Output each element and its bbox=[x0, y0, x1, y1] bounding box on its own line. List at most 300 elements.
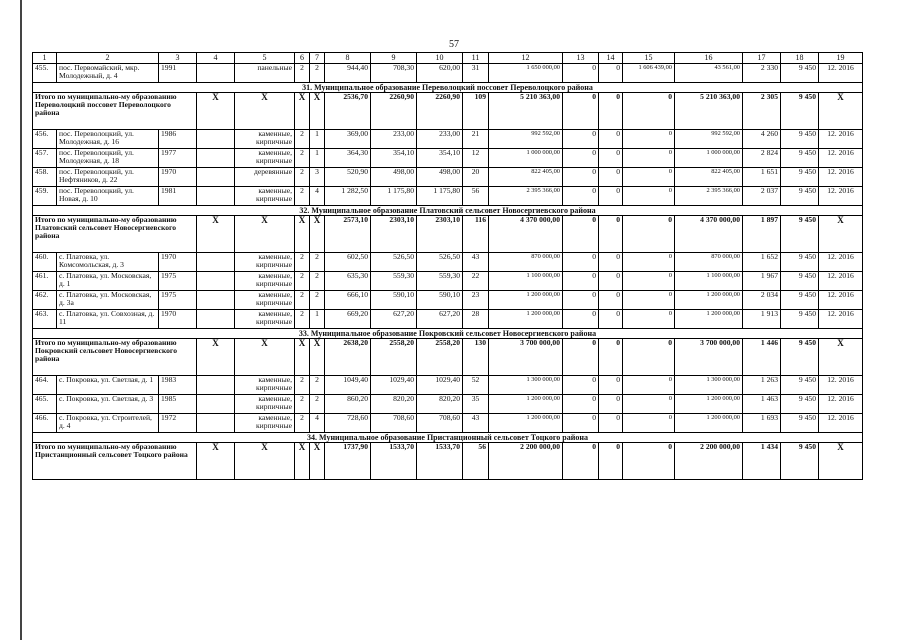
column-number: 11 bbox=[463, 53, 489, 64]
value-cell: 1985 bbox=[159, 395, 197, 414]
value-cell: 0 bbox=[623, 395, 675, 414]
value-cell: 1 000 000,00 bbox=[675, 149, 743, 168]
value-cell bbox=[197, 291, 235, 310]
total-cell: 0 bbox=[599, 93, 623, 130]
column-number: 9 bbox=[371, 53, 417, 64]
value-cell: 1 100 000,00 bbox=[675, 272, 743, 291]
value-cell: 0 bbox=[623, 187, 675, 206]
value-cell bbox=[197, 149, 235, 168]
value-cell: 12. 2016 bbox=[819, 130, 863, 149]
value-cell: 9 450 bbox=[781, 253, 819, 272]
value-cell: 9 450 bbox=[781, 414, 819, 433]
value-cell: 635,30 bbox=[325, 272, 371, 291]
value-cell: 43 bbox=[463, 414, 489, 433]
table-row bbox=[33, 395, 863, 414]
column-number: 13 bbox=[563, 53, 599, 64]
column-number: 10 bbox=[417, 53, 463, 64]
value-cell: 0 bbox=[563, 253, 599, 272]
total-label: Итого по муниципально-му образованию Переволоцкий поссовет Переволоцкого района bbox=[33, 93, 197, 130]
value-cell: 590,10 bbox=[371, 291, 417, 310]
column-number: 4 bbox=[197, 53, 235, 64]
table-row bbox=[33, 310, 863, 329]
value-cell: 364,30 bbox=[325, 149, 371, 168]
table-row bbox=[33, 291, 863, 310]
column-number: 16 bbox=[675, 53, 743, 64]
value-cell: 0 bbox=[563, 395, 599, 414]
value-cell: 2 037 bbox=[743, 187, 781, 206]
value-cell: 21 bbox=[463, 130, 489, 149]
table-body bbox=[33, 53, 863, 480]
total-cell: X bbox=[197, 93, 235, 130]
value-cell: 1 652 bbox=[743, 253, 781, 272]
total-cell: 9 450 bbox=[781, 443, 819, 480]
total-cell: 1533,70 bbox=[417, 443, 463, 480]
value-cell: 870 000,00 bbox=[489, 253, 563, 272]
value-cell: 0 bbox=[623, 272, 675, 291]
value-cell: каменные, кирпичные bbox=[235, 310, 295, 329]
value-cell: 0 bbox=[563, 272, 599, 291]
value-cell: 9 450 bbox=[781, 310, 819, 329]
total-cell: 0 bbox=[623, 216, 675, 253]
total-cell: 0 bbox=[623, 93, 675, 130]
value-cell: 1 651 bbox=[743, 168, 781, 187]
value-cell bbox=[197, 64, 235, 83]
value-cell: 620,00 bbox=[417, 64, 463, 83]
total-cell: 0 bbox=[599, 339, 623, 376]
total-cell: 9 450 bbox=[781, 216, 819, 253]
value-cell: 1 200 000,00 bbox=[489, 414, 563, 433]
value-cell: 0 bbox=[599, 291, 623, 310]
value-cell: 9 450 bbox=[781, 272, 819, 291]
value-cell: 1 300 000,00 bbox=[489, 376, 563, 395]
value-cell: 992 592,00 bbox=[489, 130, 563, 149]
row-number: 456. bbox=[33, 130, 57, 149]
total-cell: 1 897 bbox=[743, 216, 781, 253]
value-cell: 1029,40 bbox=[417, 376, 463, 395]
value-cell: 526,50 bbox=[371, 253, 417, 272]
column-number: 2 bbox=[57, 53, 159, 64]
total-cell: 2573,10 bbox=[325, 216, 371, 253]
value-cell: 0 bbox=[563, 187, 599, 206]
value-cell: 728,60 bbox=[325, 414, 371, 433]
value-cell: 0 bbox=[599, 253, 623, 272]
value-cell: 20 bbox=[463, 168, 489, 187]
value-cell: 2 bbox=[310, 376, 325, 395]
value-cell: каменные, кирпичные bbox=[235, 149, 295, 168]
value-cell: 1977 bbox=[159, 149, 197, 168]
total-cell: 3 700 000,00 bbox=[489, 339, 563, 376]
value-cell: 0 bbox=[623, 168, 675, 187]
total-cell: 5 210 363,00 bbox=[675, 93, 743, 130]
value-cell: 12 bbox=[463, 149, 489, 168]
address-cell: пос. Переволоцкий, ул. Молодежная, д. 16 bbox=[57, 130, 159, 149]
municipality-total-row bbox=[33, 339, 863, 376]
row-number: 459. bbox=[33, 187, 57, 206]
value-cell: 669,20 bbox=[325, 310, 371, 329]
total-cell: 0 bbox=[563, 93, 599, 130]
value-cell bbox=[197, 395, 235, 414]
value-cell: 0 bbox=[599, 272, 623, 291]
address-cell: пос. Переволоцкий, ул. Нефтяников, д. 22 bbox=[57, 168, 159, 187]
value-cell: 2 bbox=[310, 64, 325, 83]
total-cell: 0 bbox=[599, 443, 623, 480]
total-cell: 0 bbox=[623, 443, 675, 480]
column-number: 18 bbox=[781, 53, 819, 64]
total-cell: 56 bbox=[463, 443, 489, 480]
value-cell: 0 bbox=[563, 149, 599, 168]
value-cell: 1 200 000,00 bbox=[675, 310, 743, 329]
total-cell: X bbox=[235, 339, 295, 376]
value-cell: 2 bbox=[295, 395, 310, 414]
address-cell: пос. Переволоцкий, ул. Молодежная, д. 18 bbox=[57, 149, 159, 168]
value-cell: 0 bbox=[563, 130, 599, 149]
table-row bbox=[33, 187, 863, 206]
value-cell: 1970 bbox=[159, 168, 197, 187]
page-number: 57 bbox=[449, 39, 459, 50]
value-cell: 9 450 bbox=[781, 395, 819, 414]
value-cell: 1983 bbox=[159, 376, 197, 395]
value-cell: каменные, кирпичные bbox=[235, 187, 295, 206]
total-cell: 1 446 bbox=[743, 339, 781, 376]
value-cell: 1972 bbox=[159, 414, 197, 433]
row-number: 465. bbox=[33, 395, 57, 414]
value-cell bbox=[197, 253, 235, 272]
value-cell: 0 bbox=[563, 414, 599, 433]
value-cell: 0 bbox=[563, 64, 599, 83]
value-cell: 354,10 bbox=[417, 149, 463, 168]
value-cell: 1 263 bbox=[743, 376, 781, 395]
total-label: Итого по муниципально-му образованию Платовский сельсовет Новосергиевского района bbox=[33, 216, 197, 253]
value-cell: панельные bbox=[235, 64, 295, 83]
section-title: 33. Муниципальное образование Покровский сельсовет Новосергиевского района bbox=[33, 329, 863, 339]
total-label: Итого по муниципально-му образованию Пристанционный сельсовет Тоцкого района bbox=[33, 443, 197, 480]
value-cell: 2 bbox=[310, 253, 325, 272]
total-cell: X bbox=[235, 443, 295, 480]
section-header-row bbox=[33, 433, 863, 443]
value-cell: 1 200 000,00 bbox=[675, 414, 743, 433]
value-cell: 2 bbox=[295, 272, 310, 291]
value-cell: 1049,40 bbox=[325, 376, 371, 395]
total-cell: 5 210 363,00 bbox=[489, 93, 563, 130]
value-cell: 0 bbox=[623, 130, 675, 149]
value-cell: 2 bbox=[295, 291, 310, 310]
section-title: 32. Муниципальное образование Платовский сельсовет Новосергиевского района bbox=[33, 206, 863, 216]
total-cell: 116 bbox=[463, 216, 489, 253]
total-cell: 0 bbox=[563, 339, 599, 376]
total-cell: 3 700 000,00 bbox=[675, 339, 743, 376]
value-cell: 0 bbox=[599, 310, 623, 329]
total-cell: X bbox=[295, 93, 310, 130]
table-row bbox=[33, 253, 863, 272]
value-cell: каменные, кирпичные bbox=[235, 376, 295, 395]
value-cell: 31 bbox=[463, 64, 489, 83]
address-cell: с. Покровка, ул. Строителей, д. 4 bbox=[57, 414, 159, 433]
value-cell: 1 200 000,00 bbox=[489, 291, 563, 310]
value-cell: 2 bbox=[295, 187, 310, 206]
value-cell: 627,20 bbox=[371, 310, 417, 329]
value-cell: 2 bbox=[295, 64, 310, 83]
value-cell: каменные, кирпичные bbox=[235, 291, 295, 310]
value-cell: 2 bbox=[295, 376, 310, 395]
value-cell: 22 bbox=[463, 272, 489, 291]
value-cell: 0 bbox=[623, 414, 675, 433]
address-cell: с. Платовка, ул. Комсомольская, д. 3 bbox=[57, 253, 159, 272]
value-cell: 0 bbox=[563, 168, 599, 187]
municipality-total-row bbox=[33, 216, 863, 253]
total-cell: 2558,20 bbox=[371, 339, 417, 376]
value-cell: 0 bbox=[599, 395, 623, 414]
value-cell: 559,30 bbox=[371, 272, 417, 291]
value-cell: 1029,40 bbox=[371, 376, 417, 395]
section-header-row bbox=[33, 329, 863, 339]
value-cell: 0 bbox=[623, 291, 675, 310]
value-cell: 1 967 bbox=[743, 272, 781, 291]
value-cell: 0 bbox=[623, 149, 675, 168]
total-cell: 4 370 000,00 bbox=[675, 216, 743, 253]
total-cell: X bbox=[197, 443, 235, 480]
value-cell: 354,10 bbox=[371, 149, 417, 168]
row-number: 464. bbox=[33, 376, 57, 395]
municipality-total-row bbox=[33, 93, 863, 130]
value-cell: 43 561,00 bbox=[675, 64, 743, 83]
column-number-row bbox=[33, 53, 863, 64]
total-cell: 0 bbox=[599, 216, 623, 253]
value-cell: 820,20 bbox=[371, 395, 417, 414]
value-cell: 2 330 bbox=[743, 64, 781, 83]
value-cell: 9 450 bbox=[781, 187, 819, 206]
value-cell: 12. 2016 bbox=[819, 310, 863, 329]
value-cell: 12. 2016 bbox=[819, 187, 863, 206]
row-number: 458. bbox=[33, 168, 57, 187]
value-cell: 0 bbox=[599, 187, 623, 206]
value-cell: каменные, кирпичные bbox=[235, 130, 295, 149]
value-cell: 860,20 bbox=[325, 395, 371, 414]
section-title: 31. Муниципальное образование Переволоцкий поссовет Переволоцкого района bbox=[33, 83, 863, 93]
value-cell: 12. 2016 bbox=[819, 376, 863, 395]
value-cell: 0 bbox=[563, 376, 599, 395]
value-cell: 822 405,00 bbox=[489, 168, 563, 187]
column-number: 5 bbox=[235, 53, 295, 64]
total-cell: 0 bbox=[623, 339, 675, 376]
value-cell: 28 bbox=[463, 310, 489, 329]
value-cell: 602,50 bbox=[325, 253, 371, 272]
total-cell: 2638,20 bbox=[325, 339, 371, 376]
address-cell: с. Платовка, ул. Московская, д. 1 bbox=[57, 272, 159, 291]
value-cell bbox=[197, 168, 235, 187]
value-cell: каменные, кирпичные bbox=[235, 253, 295, 272]
value-cell: 0 bbox=[599, 414, 623, 433]
total-cell: X bbox=[310, 443, 325, 480]
value-cell: 2 bbox=[295, 168, 310, 187]
value-cell: 1 000 000,00 bbox=[489, 149, 563, 168]
value-cell: 12. 2016 bbox=[819, 414, 863, 433]
column-number: 6 bbox=[295, 53, 310, 64]
value-cell: 12. 2016 bbox=[819, 168, 863, 187]
value-cell: 0 bbox=[563, 291, 599, 310]
value-cell: 9 450 bbox=[781, 130, 819, 149]
value-cell: 0 bbox=[599, 64, 623, 83]
value-cell: 1 650 000,00 bbox=[489, 64, 563, 83]
value-cell bbox=[197, 376, 235, 395]
housing-table bbox=[32, 52, 863, 480]
value-cell: 233,00 bbox=[417, 130, 463, 149]
value-cell bbox=[197, 130, 235, 149]
value-cell: 1981 bbox=[159, 187, 197, 206]
total-cell: X bbox=[310, 93, 325, 130]
total-cell: X bbox=[197, 216, 235, 253]
table-row bbox=[33, 272, 863, 291]
address-cell: с. Покровка, ул. Светлая, д. 1 bbox=[57, 376, 159, 395]
value-cell: 2 bbox=[295, 310, 310, 329]
table-row bbox=[33, 130, 863, 149]
column-number: 14 bbox=[599, 53, 623, 64]
value-cell bbox=[197, 414, 235, 433]
table-row bbox=[33, 168, 863, 187]
value-cell: 627,20 bbox=[417, 310, 463, 329]
value-cell: 12. 2016 bbox=[819, 149, 863, 168]
value-cell: 12. 2016 bbox=[819, 64, 863, 83]
address-cell: пос. Первомайский, мкр. Молодежный, д. 4 bbox=[57, 64, 159, 83]
value-cell: 822 405,00 bbox=[675, 168, 743, 187]
value-cell: 1986 bbox=[159, 130, 197, 149]
total-cell: 2 200 000,00 bbox=[489, 443, 563, 480]
address-cell: с. Платовка, ул. Московская, д. 3а bbox=[57, 291, 159, 310]
value-cell: 12. 2016 bbox=[819, 291, 863, 310]
value-cell: 2 034 bbox=[743, 291, 781, 310]
value-cell: 56 bbox=[463, 187, 489, 206]
value-cell: 9 450 bbox=[781, 149, 819, 168]
total-cell: 1533,70 bbox=[371, 443, 417, 480]
total-cell: 2536,70 bbox=[325, 93, 371, 130]
value-cell: 2 bbox=[310, 291, 325, 310]
value-cell: 708,30 bbox=[371, 64, 417, 83]
row-number: 466. bbox=[33, 414, 57, 433]
column-number: 12 bbox=[489, 53, 563, 64]
total-cell: X bbox=[310, 339, 325, 376]
total-cell: X bbox=[819, 93, 863, 130]
row-number: 460. bbox=[33, 253, 57, 272]
value-cell: 23 bbox=[463, 291, 489, 310]
value-cell: 0 bbox=[599, 168, 623, 187]
total-cell: X bbox=[295, 443, 310, 480]
value-cell: 1 200 000,00 bbox=[489, 395, 563, 414]
total-cell: 0 bbox=[563, 216, 599, 253]
value-cell: 1 693 bbox=[743, 414, 781, 433]
total-cell: X bbox=[235, 216, 295, 253]
value-cell: 1991 bbox=[159, 64, 197, 83]
value-cell: 1 282,50 bbox=[325, 187, 371, 206]
column-number: 15 bbox=[623, 53, 675, 64]
total-cell: 1737,90 bbox=[325, 443, 371, 480]
value-cell: 369,00 bbox=[325, 130, 371, 149]
value-cell: 9 450 bbox=[781, 64, 819, 83]
value-cell: 1 200 000,00 bbox=[489, 310, 563, 329]
row-number: 463. bbox=[33, 310, 57, 329]
value-cell: 52 bbox=[463, 376, 489, 395]
value-cell: 498,00 bbox=[417, 168, 463, 187]
value-cell: 820,20 bbox=[417, 395, 463, 414]
value-cell: 9 450 bbox=[781, 376, 819, 395]
total-cell: X bbox=[819, 216, 863, 253]
total-cell: X bbox=[235, 93, 295, 130]
row-number: 457. bbox=[33, 149, 57, 168]
value-cell: 1 bbox=[310, 130, 325, 149]
value-cell: 0 bbox=[623, 310, 675, 329]
value-cell: 2 bbox=[310, 272, 325, 291]
value-cell: 1 300 000,00 bbox=[675, 376, 743, 395]
value-cell: 559,30 bbox=[417, 272, 463, 291]
total-cell: 2303,10 bbox=[371, 216, 417, 253]
total-cell: 2 200 000,00 bbox=[675, 443, 743, 480]
value-cell: 2 824 bbox=[743, 149, 781, 168]
table-row bbox=[33, 376, 863, 395]
value-cell: 1 463 bbox=[743, 395, 781, 414]
address-cell: с. Покровка, ул. Светлая, д. 3 bbox=[57, 395, 159, 414]
value-cell: 520,90 bbox=[325, 168, 371, 187]
value-cell: 1 bbox=[310, 149, 325, 168]
value-cell: 666,10 bbox=[325, 291, 371, 310]
total-cell: X bbox=[819, 443, 863, 480]
value-cell: 992 592,00 bbox=[675, 130, 743, 149]
total-cell: 2260,90 bbox=[371, 93, 417, 130]
value-cell: 2 bbox=[295, 253, 310, 272]
value-cell: 2 bbox=[310, 395, 325, 414]
value-cell: 9 450 bbox=[781, 168, 819, 187]
value-cell: 2 395 366,00 bbox=[675, 187, 743, 206]
column-number: 1 bbox=[33, 53, 57, 64]
value-cell: 2 bbox=[295, 130, 310, 149]
value-cell: 2 395 366,00 bbox=[489, 187, 563, 206]
value-cell: 233,00 bbox=[371, 130, 417, 149]
total-cell: X bbox=[197, 339, 235, 376]
total-cell: 9 450 bbox=[781, 339, 819, 376]
column-number: 19 bbox=[819, 53, 863, 64]
value-cell: 0 bbox=[623, 376, 675, 395]
value-cell: 4 260 bbox=[743, 130, 781, 149]
column-number: 7 bbox=[310, 53, 325, 64]
value-cell: 0 bbox=[623, 253, 675, 272]
total-cell: 4 370 000,00 bbox=[489, 216, 563, 253]
total-cell: 0 bbox=[563, 443, 599, 480]
section-header-row bbox=[33, 83, 863, 93]
value-cell: 498,00 bbox=[371, 168, 417, 187]
value-cell: 1 200 000,00 bbox=[675, 291, 743, 310]
value-cell: деревянные bbox=[235, 168, 295, 187]
value-cell: каменные, кирпичные bbox=[235, 395, 295, 414]
value-cell: 1 175,80 bbox=[417, 187, 463, 206]
address-cell: с. Платовка, ул. Совхозная, д. 11 bbox=[57, 310, 159, 329]
municipality-total-row bbox=[33, 443, 863, 480]
table-row bbox=[33, 414, 863, 433]
total-label: Итого по муниципально-му образованию Покровский сельсовет Новосергиевского района bbox=[33, 339, 197, 376]
total-cell: 1 434 bbox=[743, 443, 781, 480]
value-cell: 1 606 439,00 bbox=[623, 64, 675, 83]
value-cell: 2 bbox=[295, 149, 310, 168]
value-cell bbox=[197, 272, 235, 291]
value-cell: 1970 bbox=[159, 310, 197, 329]
value-cell: 590,10 bbox=[417, 291, 463, 310]
value-cell: 944,40 bbox=[325, 64, 371, 83]
value-cell: 43 bbox=[463, 253, 489, 272]
column-number: 8 bbox=[325, 53, 371, 64]
value-cell: 12. 2016 bbox=[819, 395, 863, 414]
value-cell: 0 bbox=[599, 130, 623, 149]
value-cell: 3 bbox=[310, 168, 325, 187]
address-cell: пос. Переволоцкий, ул. Новая, д. 10 bbox=[57, 187, 159, 206]
row-number: 461. bbox=[33, 272, 57, 291]
value-cell: 0 bbox=[599, 149, 623, 168]
value-cell: каменные, кирпичные bbox=[235, 414, 295, 433]
